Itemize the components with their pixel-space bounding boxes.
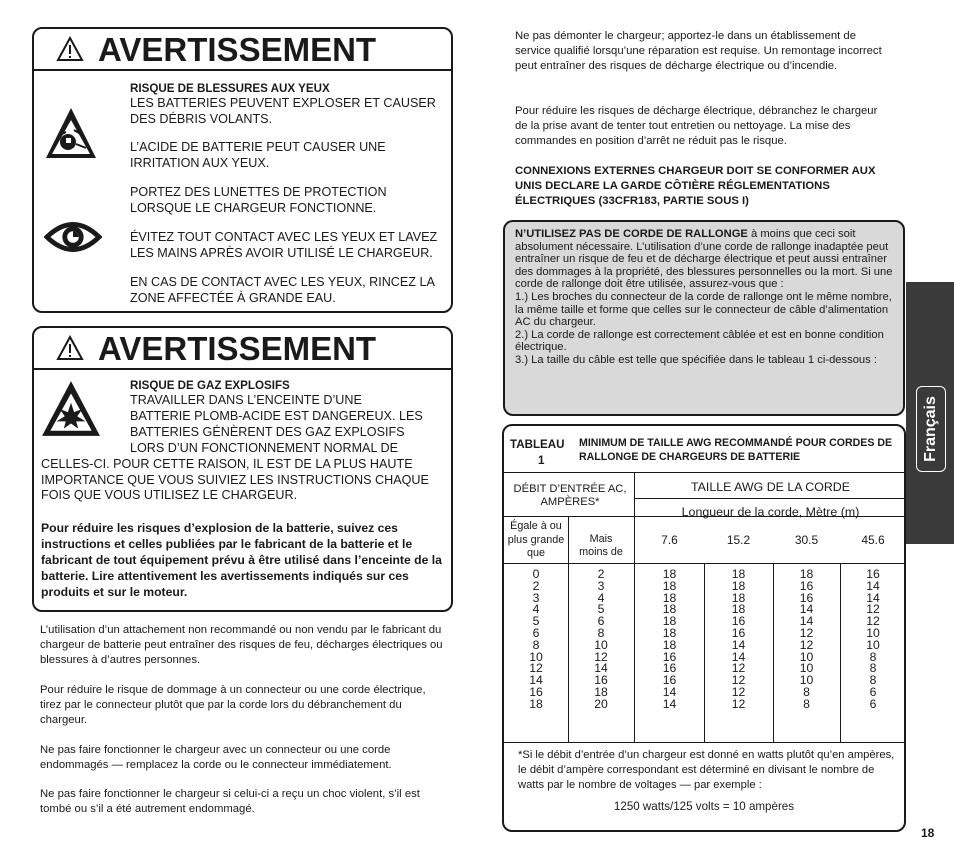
table-cell: 16 <box>866 567 880 581</box>
table-cell: 4 <box>597 590 605 605</box>
warning-triangle-icon <box>56 36 84 62</box>
table-cell: 14 <box>731 649 746 664</box>
warning-box-eye <box>32 27 453 313</box>
header-length-15-2: 15.2 <box>726 533 751 547</box>
table-cell: 14 <box>799 602 814 617</box>
table-cell: 10 <box>529 649 543 664</box>
warning2-p1e: CELLES-CI. POUR CETTE RAISON, IL EST DE LA PLUS HAUTE IMPORTANCE QUE VOUS SUIVIEZ LES INSTRUCTIONS CHAQUE FOIS QUE VOUS UTILISEZ LE CHARGEUR. <box>41 457 429 502</box>
warning-title-bar <box>34 328 451 370</box>
table-cell: 8 <box>532 637 540 652</box>
right-paragraph-1: Ne pas démonter le chargeur; apportez-le dans un établissement de service qualifié lorsqu’une réparation est requise. Un remontage incorrect peut entraîner des risques de décharge électrique ou d’incendie. <box>515 30 882 72</box>
table-footnote: *Si le débit d’entrée d’un chargeur est donné en watts plutôt qu’en ampères, le débit d’ampère correspondant est déterminé en divisant le nombre de watts par le nombre de voltages — par exemple : <box>518 749 895 791</box>
table-cell: 14 <box>662 684 677 699</box>
table-cell: 12 <box>529 661 543 676</box>
table-cell: 10 <box>799 649 814 664</box>
table-example: 1250 watts/125 volts = 10 ampères <box>613 800 795 813</box>
language-tab-text: Français <box>922 396 939 462</box>
table-cell: 2 <box>532 578 540 593</box>
table-cell: 6 <box>532 625 540 640</box>
table-cell: 18 <box>662 567 677 581</box>
table-cell: 12 <box>866 602 880 617</box>
table-cell: 16 <box>799 578 814 593</box>
table-cell: 18 <box>731 602 746 617</box>
explosion-icon <box>40 378 102 440</box>
left-paragraph-3: Ne pas faire fonctionner le chargeur avec un connecteur ou une corde endommagés — remplacez la corde ou le connecteur immédiatement. <box>40 744 392 771</box>
awg-table <box>502 424 906 832</box>
table-caption: MINIMUM DE TAILLE AWG RECOMMANDÉ POUR CORDES DE RALLONGE DE CHARGEURS DE BATTERIE <box>579 437 893 463</box>
warning-title: AVERTISSEMENT <box>98 30 377 68</box>
table-cell: 18 <box>731 567 746 581</box>
table-cell: 16 <box>662 649 677 664</box>
table-cell: 10 <box>866 625 880 640</box>
column-greater-equal <box>504 569 568 711</box>
language-tab-label <box>916 386 946 472</box>
column-45-6m <box>840 569 906 711</box>
table-cell: 18 <box>662 637 677 652</box>
eye-icon <box>44 217 102 257</box>
header-length-7-6: 7.6 <box>661 533 678 547</box>
table-label: TABLEAU <box>510 438 565 451</box>
table-cell: 14 <box>529 673 543 688</box>
table-cell: 6 <box>597 614 605 629</box>
warning1-p2: L’ACIDE DE BATTERIE PEUT CAUSER UNE IRRITATION AUX YEUX. <box>130 140 386 170</box>
column-30-5m <box>773 569 840 711</box>
table-label-num: 1 <box>538 454 545 467</box>
table-cell: 12 <box>866 614 880 629</box>
table-cell: 16 <box>662 673 677 688</box>
left-paragraph-2: Pour réduire le risque de dommage à un connecteur ou une corde électrique, tirez par le connecteur plutôt que par la corde lors du débranchement du chargeur. <box>40 684 426 726</box>
extension-item-1: 1.) Les broches du connecteur de la corde de rallonge ont le même nombre, la même taille et forme que celles sur le connecteur de câble d’alimentation AC du chargeur. <box>515 290 892 329</box>
table-cell: 5 <box>597 602 605 617</box>
warning1-p3: PORTEZ DES LUNETTES DE PROTECTION LORSQUE LE CHARGEUR FONCTIONNE. <box>130 185 387 215</box>
table-cell: 16 <box>731 614 746 629</box>
table-cell: 16 <box>731 625 746 640</box>
right-paragraph-2: Pour réduire les risques de décharge électrique, débranchez le chargeur de la prise avant de tenter tout entretien ou nettoyage. La mise des commandes en position d’arrêt ne réduit pas le risque. <box>515 105 878 147</box>
header-length-30-5: 30.5 <box>794 533 819 547</box>
table-cell: 10 <box>594 637 608 652</box>
table-cell: 2 <box>597 567 605 581</box>
extension-cord-text: à moins que ceci soit absolument nécessaire. L’utilisation d’une corde de rallonge inadaptée peut entraîner un risque de feu et de décharge électrique et peut aussi entraîner des dommages à la propriété, des blessures personnelles ou la mort. Si une corde de rallonge doit être utilisée, assurez-vous que : <box>515 228 893 291</box>
extension-item-3: 3.) La taille du câble est telle que spécifiée dans le tableau 1 ci-dessous : <box>515 353 877 366</box>
table-cell: 12 <box>799 625 814 640</box>
table-cell: 8 <box>597 625 605 640</box>
table-cell: 12 <box>731 661 746 676</box>
warning-box-gas <box>32 326 453 612</box>
page-number: 18 <box>921 826 935 840</box>
warning2-p1b: BATTERIE PLOMB-ACIDE EST DANGEREUX. LES <box>130 409 423 423</box>
warning2-p1a: TRAVAILLER DANS L’ENCEINTE D’UNE <box>130 393 362 407</box>
header-length-45-6: 45.6 <box>861 533 885 547</box>
warning1-p5: EN CAS DE CONTACT AVEC LES YEUX, RINCEZ LA ZONE AFFECTÉE À GRANDE EAU. <box>130 275 435 305</box>
warning1-p4: ÉVITEZ TOUT CONTACT AVEC LES YEUX ET LAVEZ LES MAINS APRÈS AVOIR UTILISÉ LE CHARGEUR. <box>130 230 438 260</box>
warning-title-bar <box>34 29 451 71</box>
column-less-than <box>568 569 634 711</box>
extension-item-2: 2.) La corde de rallonge est correctement câblée et est en bonne condition électrique. <box>515 328 884 354</box>
table-cell: 18 <box>662 578 677 593</box>
table-cell: 3 <box>532 590 540 605</box>
table-cell: 20 <box>594 696 608 711</box>
warning-triangle-icon <box>56 335 84 361</box>
extension-cord-intro <box>515 228 893 291</box>
table-cell: 10 <box>799 673 814 688</box>
table-cell: 14 <box>799 614 814 629</box>
table-cell: 12 <box>731 696 746 711</box>
warning2-p1d: LORS D’UN FONCTIONNEMENT NORMAL DE <box>130 441 398 455</box>
warning1-p1: LES BATTERIES PEUVENT EXPLOSER ET CAUSER DES DÉBRIS VOLANTS. <box>130 96 436 126</box>
table-cell: 18 <box>662 614 677 629</box>
table-cell: 18 <box>529 696 543 711</box>
table-cell: 12 <box>731 673 746 688</box>
table-cell: 3 <box>597 578 605 593</box>
column-7-6m <box>635 569 704 711</box>
warning-title: AVERTISSEMENT <box>98 329 377 367</box>
extension-cord-bold: N’UTILISEZ PAS DE CORDE DE RALLONGE <box>515 228 748 240</box>
header-cord-length: Longueur de la corde, Mètre (m) <box>681 505 860 519</box>
left-paragraph-4: Ne pas faire fonctionner le chargeur si celui-ci a reçu un choc violent, s’il est tombé ou s’il a été autrement endommagé. <box>40 788 420 815</box>
table-cell: 8 <box>869 649 877 664</box>
table-cell: 14 <box>866 578 880 593</box>
warning2-p1c: BATTERIES GÉNÈRENT DES GAZ EXPLOSIFS <box>130 425 405 439</box>
table-cell: 8 <box>869 673 877 688</box>
table-cell: 18 <box>662 625 677 640</box>
table-cell: 18 <box>799 567 814 581</box>
table-cell: 14 <box>594 661 608 676</box>
table-cell: 18 <box>662 590 677 605</box>
header-less-than: Mais moins de <box>579 533 623 558</box>
table-cell: 5 <box>532 614 540 629</box>
table-cell: 8 <box>869 661 877 676</box>
connexions-note: CONNEXIONS EXTERNES CHARGEUR DOIT SE CONFORMER AUX UNIS DECLARE LA GARDE CÔTIÈRE RÉGLEMENTATIONS ÉLECTRIQUES (33CFR183, PARTIE SOUS I) <box>515 165 876 207</box>
table-cell: 12 <box>594 649 608 664</box>
table-cell: 18 <box>594 684 608 699</box>
table-cell: 16 <box>529 684 543 699</box>
table-cell: 14 <box>731 637 746 652</box>
table-cell: 10 <box>866 637 880 652</box>
table-cell: 16 <box>594 673 608 688</box>
header-greater-equal: Égale à ou plus grande que <box>507 520 565 559</box>
table-cell: 10 <box>799 661 814 676</box>
table-cell: 18 <box>662 602 677 617</box>
table-cell: 8 <box>803 684 810 699</box>
table-cell: 4 <box>532 602 540 617</box>
warning1-heading: RISQUE DE BLESSURES AUX YEUX <box>130 82 330 95</box>
table-cell: 12 <box>731 684 746 699</box>
table-cell: 0 <box>532 567 540 581</box>
table-cell: 18 <box>731 590 746 605</box>
table-cell: 6 <box>869 696 877 711</box>
table-cell: 16 <box>662 661 677 676</box>
table-cell: 14 <box>662 696 677 711</box>
eye-injury-icon <box>44 97 98 169</box>
warning2-p2: Pour réduire les risques d’explosion de la batterie, suivez ces instructions et celles publiées par le fabricant de la batterie et le fabricant de tout équipement prévu à être utilisé dans l’enceinte de la batterie. Lire attentivement les avertissements indiqués sur ces produits et sur le moteur. <box>41 521 442 599</box>
left-paragraph-1: L’utilisation d’un attachement non recommandé ou non vendu par le fabricant du chargeur de batterie peut entraîner des risques de feu, décharges électriques ou blessures à d’autres personnes. <box>40 624 443 666</box>
table-cell: 16 <box>799 590 814 605</box>
table-cell: 12 <box>799 637 814 652</box>
table-cell: 14 <box>866 590 880 605</box>
column-15-2m <box>704 569 773 711</box>
extension-cord-warning <box>503 220 905 416</box>
warning2-heading: RISQUE DE GAZ EXPLOSIFS <box>130 379 290 392</box>
header-awg-size: TAILLE AWG DE LA CORDE <box>690 480 851 494</box>
table-cell: 18 <box>731 578 746 593</box>
table-cell: 8 <box>803 696 810 711</box>
table-cell: 6 <box>869 684 877 699</box>
header-input-rating: DÉBIT D’ENTRÉE AC, AMPÈRES* <box>513 483 627 508</box>
